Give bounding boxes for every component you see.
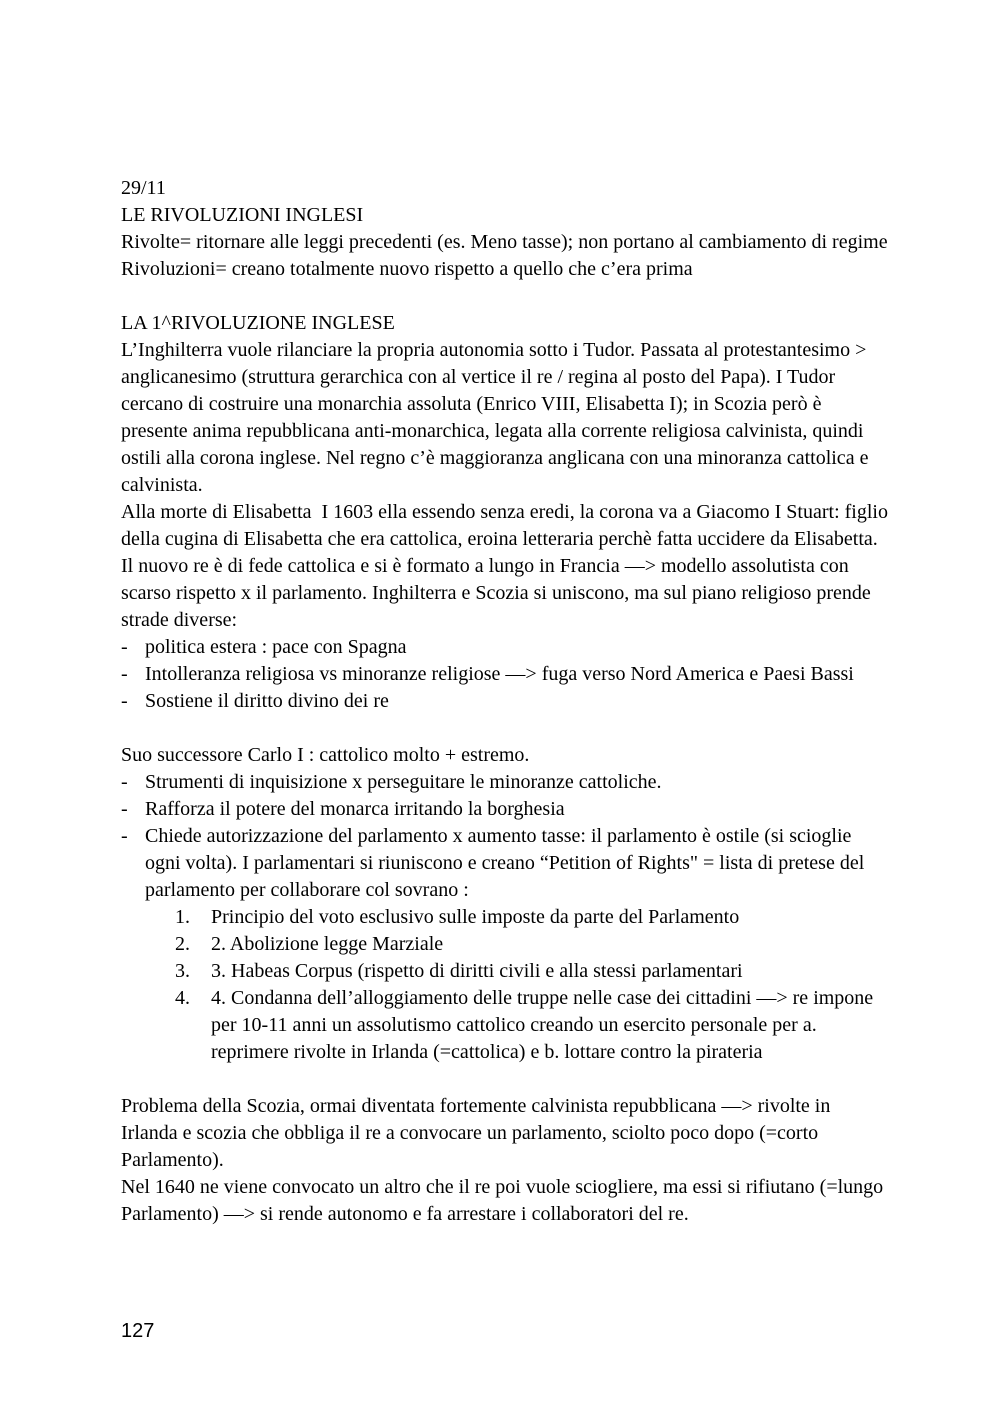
spacer [121, 1066, 891, 1093]
page-number: 127 [121, 1320, 155, 1342]
list-item [121, 769, 891, 796]
section-title: LA 1^RIVOLUZIONE INGLESE [121, 312, 395, 334]
list-item-text: Sostiene il diritto divino dei re [145, 690, 389, 712]
numbered-item-text: 4. Condanna dell’alloggiamento delle truppe nelle case dei cittadini —> re impone per 10-11 anni un assolutismo cattolico creando un esercito personale per a. reprimere rivolte in Irlanda (=cattolica) e b. lottare contro la pirateria [211, 987, 874, 1063]
list-item [121, 634, 891, 661]
list-item [121, 796, 891, 823]
list-item-text: Strumenti di inquisizione x perseguitare le minoranze cattoliche. [145, 771, 662, 793]
dash-bullet: - [121, 690, 128, 712]
list-item [121, 661, 891, 688]
item-number: 1. [175, 906, 190, 928]
item-number: 2. [175, 933, 190, 955]
numbered-item-text: 3. Habeas Corpus (rispetto di diritti civili e alla stessi parlamentari [211, 960, 743, 982]
paragraph-scozia: Problema della Scozia, ormai diventata fortemente calvinista repubblicana —> rivolte in Irlanda e scozia che obbliga il re a convocare un parlamento, sciolto poco dopo (=corto Parlamento). [121, 1095, 836, 1171]
item-number: 4. [175, 987, 190, 1009]
dash-bullet: - [121, 798, 128, 820]
paragraph-tudor: L’Inghilterra vuole rilanciare la propria autonomia sotto i Tudor. Passata al protestantesimo > anglicanesimo (struttura gerarchica con al vertice il re / regina al posto del Papa). I Tudor cercano di costruire una monarchia assoluta (Enrico VIII, Elisabetta I); in Scozia però è presente anima repubblicana anti-monarchica, legata alla corrente religiosa calvinista, quindi ostili alla corona inglese. Nel regno c’è maggioranza anglicana con una minoranza cattolica e calvinista. [121, 339, 874, 496]
numbered-item-text: 2. Abolizione legge Marziale [211, 933, 444, 955]
spacer [121, 715, 891, 742]
petition-numbered-list [145, 904, 891, 1066]
carlo-actions-list [121, 769, 891, 1066]
numbered-item-text: Principio del voto esclusivo sulle imposte da parte del Parlamento [211, 906, 740, 928]
numbered-item [145, 904, 891, 931]
paragraph-lungo-parlamento: Nel 1640 ne viene convocato un altro che il re poi vuole sciogliere, ma essi si rifiutano (=lungo Parlamento) —> si rende autonomo e fa arrestare i collaboratori del re. [121, 1176, 889, 1225]
item-number: 3. [175, 960, 190, 982]
paragraph-carlo: Suo successore Carlo I : cattolico molto + estremo. [121, 744, 530, 766]
numbered-item [145, 985, 891, 1066]
list-item [121, 688, 891, 715]
list-item-text: Chiede autorizzazione del parlamento x aumento tasse: il parlamento è ostile (si scioglie ogni volta). I parlamentari si riuniscono e creano “Petition of Rights" = lista di pretese del parlamento per collaborare col sovrano : [145, 825, 865, 901]
dash-bullet: - [121, 663, 128, 685]
giacomo-policies-list [121, 634, 891, 715]
list-item-text: politica estera : pace con Spagna [145, 636, 407, 658]
page-title: LE RIVOLUZIONI INGLESI [121, 204, 364, 226]
list-item-text: Rafforza il potere del monarca irritando la borghesia [145, 798, 565, 820]
list-item-text: Intolleranza religiosa vs minoranze religiose —> fuga verso Nord America e Paesi Bassi [145, 663, 854, 685]
paragraph-stuart: Alla morte di Elisabetta I 1603 ella essendo senza eredi, la corona va a Giacomo I Stuart: figlio della cugina di Elisabetta che era cattolica, eroina letteraria perchè fatta uccidere da Elisabetta. Il nuovo re è di fede cattolica e si è formato a lungo in Francia —> modello assolutista con scarso rispetto x il parlamento. Inghilterra e Scozia si uniscono, ma sul piano religioso prende strade diverse: [121, 501, 893, 631]
numbered-item [145, 958, 891, 985]
intro-rivoluzioni: Rivoluzioni= creano totalmente nuovo rispetto a quello che c’era prima [121, 258, 693, 280]
dash-bullet: - [121, 771, 128, 793]
note-date: 29/11 [121, 177, 166, 199]
dash-bullet: - [121, 636, 128, 658]
dash-bullet: - [121, 825, 128, 847]
list-item [121, 823, 891, 1066]
spacer [121, 283, 891, 310]
numbered-item [145, 931, 891, 958]
intro-rivolte: Rivolte= ritornare alle leggi precedenti (es. Meno tasse); non portano al cambiamento di regime [121, 231, 888, 253]
document-page [121, 175, 891, 1228]
